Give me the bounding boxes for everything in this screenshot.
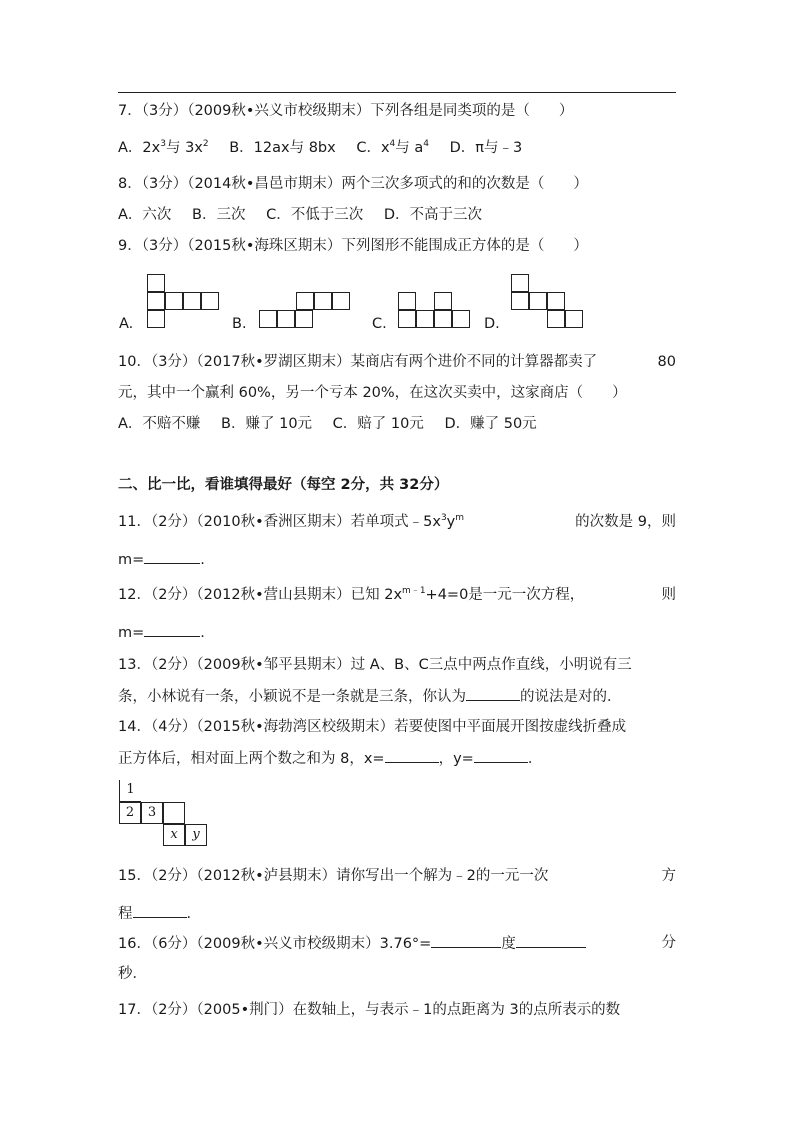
q8-option-a: A．六次	[118, 207, 172, 223]
q8-options	[118, 205, 482, 225]
q13-line-2: 条，小林说有一条，小颖说不是一条就是三条，你认为 的说法是对的．	[118, 686, 622, 707]
section-2-title: 二、比一比，看谁填得最好（每空 2分，共 32分）	[118, 477, 449, 493]
q11-line-2: m= .	[118, 549, 205, 570]
q12-line-2: m= .	[118, 622, 205, 643]
q7-option-b: B．12ax与 8bx	[229, 140, 336, 156]
q16-blank-degree[interactable]	[431, 933, 501, 948]
q12-blank[interactable]	[144, 622, 200, 637]
q14-blank-x[interactable]	[385, 748, 439, 763]
q7-options	[118, 138, 522, 158]
q10-option-d: D．赚了 50元	[444, 416, 537, 432]
q8-option-c: C．不低于三次	[266, 207, 364, 223]
q12-line-1: 12．（2分）（2012秋•营山县期末）已知 $2x^{m﹣1}+4=0$是一元一次方程， 则	[118, 586, 676, 603]
q14-cell-2: 2	[119, 802, 141, 824]
q15-line-1: 15．（2分）（2012秋•泸县期末）请你写出一个解为﹣2的一元一次 方	[118, 868, 676, 884]
q8-option-d: D．不高于三次	[383, 207, 482, 223]
q15-line-2: 程 ．	[118, 903, 201, 924]
q7-option-d: D．π与﹣3	[449, 140, 523, 156]
q17-line-1: 17．（2分）（2005•荆门）在数轴上，与表示﹣1的点距离为 3的点所表示的数	[118, 1002, 621, 1018]
q14-cell-x: x	[163, 824, 185, 846]
q7-option-c: C．$x^4$与 $a^4$	[356, 139, 430, 156]
q14-line-1: 14．（4分）（2015秋•海勃湾区校级期末）若要使图中平面展开图按虚线折叠成	[118, 719, 627, 735]
q7-stem: 7．（3分）（2009秋•兴义市校级期末）下列各组是同类项的是（ ）	[118, 103, 574, 119]
q9-label-a: A.	[119, 316, 134, 332]
q10-option-a: A．不赔不赚	[118, 416, 201, 432]
q14-blank-y[interactable]	[474, 748, 528, 763]
q10-line-2: 元，其中一个赢利 60%，另一个亏本 20%，在这次买卖中，这家商店（ ）	[118, 385, 627, 401]
q11-blank[interactable]	[144, 549, 200, 564]
q11-line-1: 11．（2分）（2010秋•香洲区期末）若单项式$﹣5x^3y^m$ 的次数是 9，则	[118, 513, 676, 530]
q16-blank-minute[interactable]	[516, 933, 586, 948]
q14-line-2: 正方体后，相对面上两个数之和为 8，x= ，y= ．	[118, 748, 542, 769]
q8-stem: 8．（3分）（2014秋•昌邑市期末）两个三次多项式的和的次数是（ ）	[118, 176, 588, 192]
q14-cell-3: 3	[141, 802, 163, 824]
q14-cell-1: 1	[119, 780, 141, 802]
q13-blank[interactable]	[466, 686, 520, 701]
q14-cell-y: y	[185, 824, 207, 846]
q10-line-1: 10．（3分）（2017秋•罗湖区期末）某商店有两个进价不同的计算器都卖了 80	[118, 354, 676, 370]
q15-blank[interactable]	[133, 903, 187, 918]
q8-option-b: B．三次	[192, 207, 246, 223]
q9-label-c: C.	[372, 316, 387, 332]
q10-option-c: C．赔了 10元	[332, 416, 424, 432]
q10-option-b: B．赚了 10元	[221, 416, 313, 432]
q16-line-1: 16．（6分）（2009秋•兴义市校级期末）3.76°= 度 分	[118, 935, 676, 952]
q9-label-d: D.	[484, 316, 500, 332]
q9-stem: 9．（3分）（2015秋•海珠区期末）下列图形不能围成正方体的是（ ）	[118, 238, 588, 254]
q14-cell-empty	[163, 802, 185, 824]
q9-label-b: B.	[232, 316, 247, 332]
q16-line-2: 秒．	[118, 966, 147, 982]
header-rule	[118, 92, 676, 93]
q10-options	[118, 414, 537, 434]
q13-line-1: 13．（2分）（2009秋•邹平县期末）过 A、B、C三点中两点作直线，小明说有三	[118, 657, 632, 673]
q7-option-a: A．$2x^3$与 $3x^2$	[118, 139, 209, 156]
